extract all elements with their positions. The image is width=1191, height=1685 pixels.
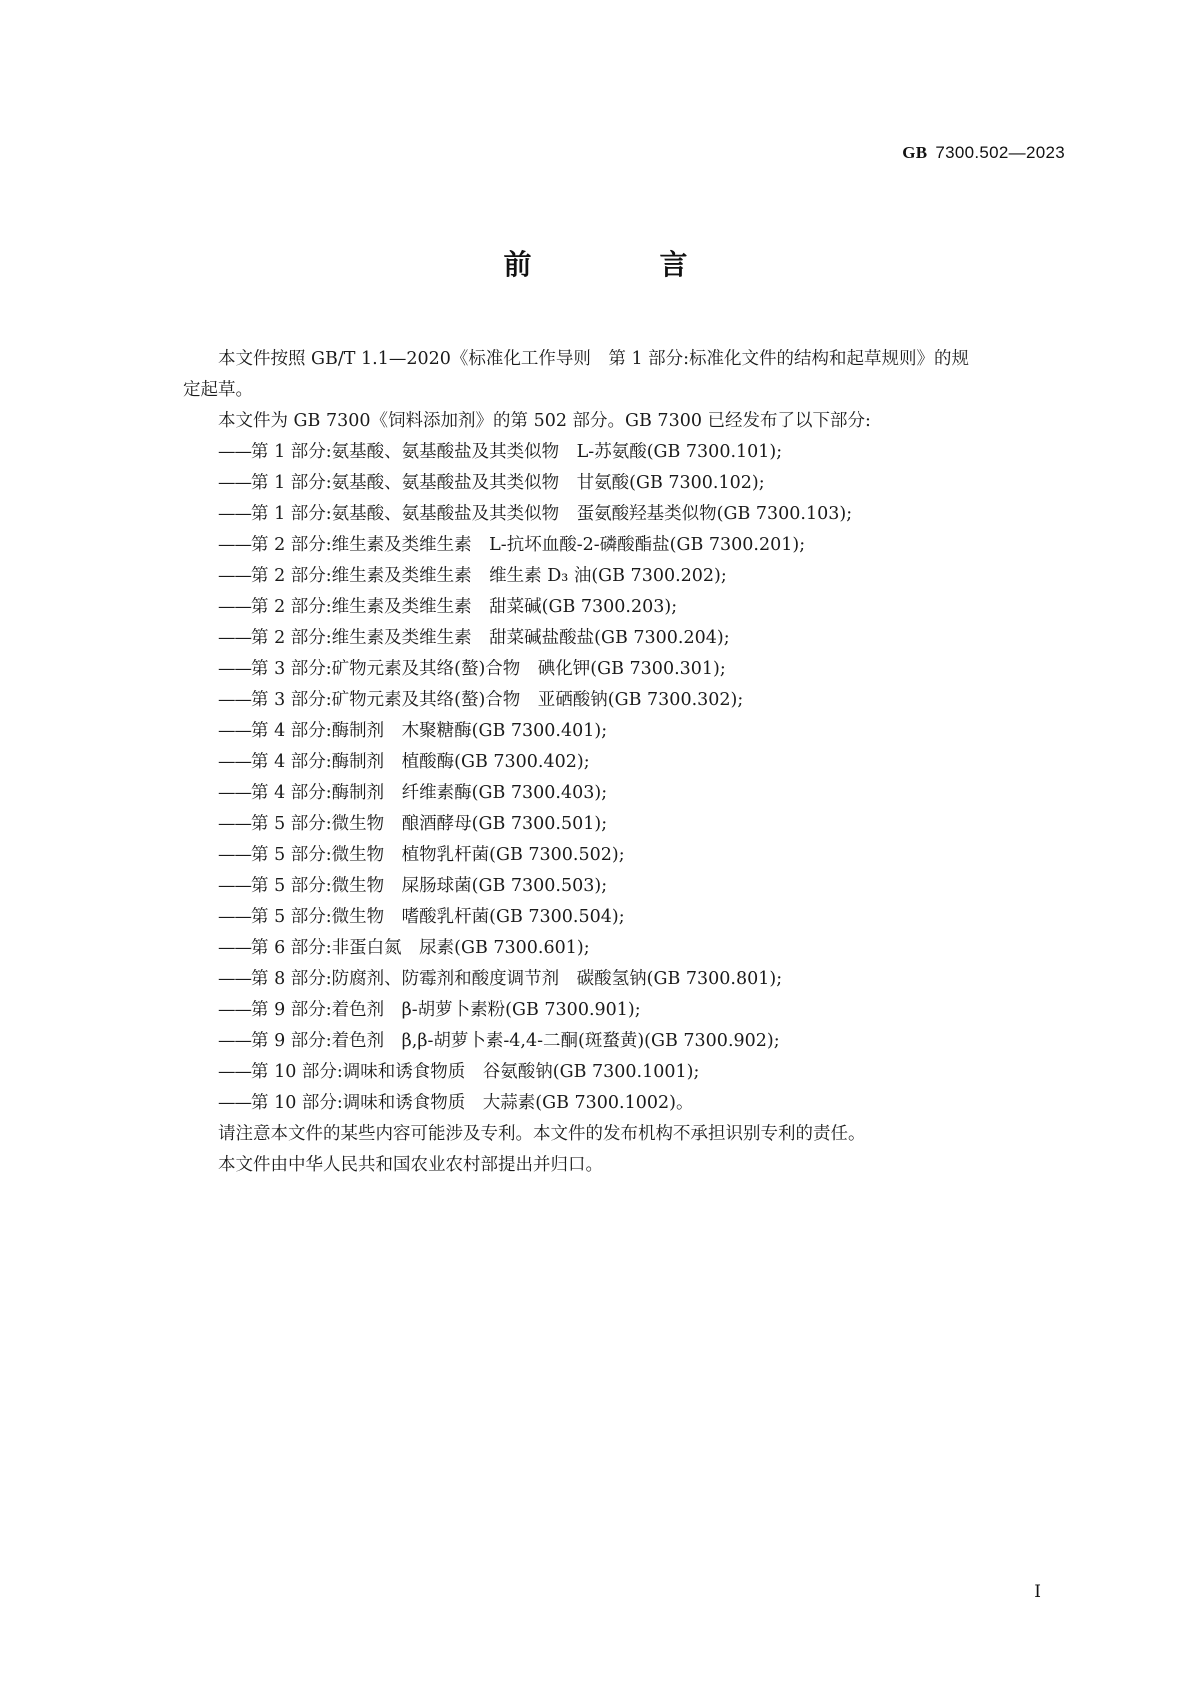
list-item-text: 第 10 部分:调味和诱食物质 谷氨酸钠(GB 7300.1001); [251, 1062, 700, 1082]
list-item-text: 第 5 部分:微生物 植物乳杆菌(GB 7300.502); [251, 845, 625, 865]
list-dash: —— [218, 597, 251, 617]
list-dash: —— [218, 845, 251, 865]
list-item-text: 第 6 部分:非蛋白氮 尿素(GB 7300.601); [251, 938, 590, 958]
list-item [183, 809, 1063, 840]
list-item-text: 第 9 部分:着色剂 β,β-胡萝卜素-4,4-二酮(斑蝥黄)(GB 7300.902); [251, 1031, 780, 1051]
list-item-text: 第 3 部分:矿物元素及其络(螯)合物 碘化钾(GB 7300.301); [251, 659, 726, 679]
list-item-text: 第 1 部分:氨基酸、氨基酸盐及其类似物 甘氨酸(GB 7300.102); [251, 473, 765, 493]
list-dash: —— [218, 721, 251, 741]
list-item-text: 第 4 部分:酶制剂 植酸酶(GB 7300.402); [251, 752, 590, 772]
list-item-text: 第 1 部分:氨基酸、氨基酸盐及其类似物 蛋氨酸羟基类似物(GB 7300.103); [251, 504, 853, 524]
list-dash: —— [218, 1062, 251, 1082]
list-item [183, 964, 1063, 995]
list-dash: —— [218, 473, 251, 493]
list-item [183, 468, 1063, 499]
list-item-text: 第 2 部分:维生素及类维生素 甜菜碱盐酸盐(GB 7300.204); [251, 628, 730, 648]
list-item-text: 第 5 部分:微生物 嗜酸乳杆菌(GB 7300.504); [251, 907, 625, 927]
list-item [183, 561, 1063, 592]
list-item-text: 第 4 部分:酶制剂 木聚糖酶(GB 7300.401); [251, 721, 608, 741]
list-item [183, 747, 1063, 778]
list-item [183, 1088, 1063, 1119]
list-item [183, 933, 1063, 964]
list-dash: —— [218, 907, 251, 927]
list-item-text: 第 5 部分:微生物 屎肠球菌(GB 7300.503); [251, 876, 608, 896]
list-item [183, 654, 1063, 685]
list-item [183, 902, 1063, 933]
list-item [183, 778, 1063, 809]
list-dash: —— [218, 659, 251, 679]
list-dash: —— [218, 783, 251, 803]
page-title: 前 言 [503, 248, 738, 281]
patent-notice: 请注意本文件的某些内容可能涉及专利。本文件的发布机构不承担识别专利的责任。 [218, 1124, 866, 1144]
list-item-text: 第 2 部分:维生素及类维生素 维生素 D₃ 油(GB 7300.202); [251, 566, 727, 586]
list-item-text: 第 4 部分:酶制剂 纤维素酶(GB 7300.403); [251, 783, 608, 803]
list-item-text: 第 2 部分:维生素及类维生素 L-抗坏血酸-2-磷酸酯盐(GB 7300.201); [251, 535, 806, 555]
list-item-text: 第 8 部分:防腐剂、防霉剂和酸度调节剂 碳酸氢钠(GB 7300.801); [251, 969, 783, 989]
list-dash: —— [218, 690, 251, 710]
list-dash: —— [218, 814, 251, 834]
list-item [183, 1057, 1063, 1088]
list-item [183, 685, 1063, 716]
list-item [183, 530, 1063, 561]
list-dash: —— [218, 1031, 251, 1051]
list-dash: —— [218, 535, 251, 555]
list-item [183, 623, 1063, 654]
list-item [183, 499, 1063, 530]
list-item [183, 1026, 1063, 1057]
page-number: I [1034, 1582, 1041, 1602]
list-item-text: 第 9 部分:着色剂 β-胡萝卜素粉(GB 7300.901); [251, 1000, 641, 1020]
intro-paragraph-line2: 定起草。 [183, 380, 253, 400]
list-item [183, 995, 1063, 1026]
standard-code: 7300.502—2023 [935, 143, 1065, 162]
list-item-text: 第 2 部分:维生素及类维生素 甜菜碱(GB 7300.203); [251, 597, 678, 617]
list-item-text: 第 1 部分:氨基酸、氨基酸盐及其类似物 L-苏氨酸(GB 7300.101); [251, 442, 783, 462]
list-dash: —— [218, 1093, 251, 1113]
list-item-text: 第 3 部分:矿物元素及其络(螯)合物 亚硒酸钠(GB 7300.302); [251, 690, 744, 710]
list-dash: —— [218, 969, 251, 989]
standard-prefix: GB [902, 143, 928, 162]
list-dash: —— [218, 442, 251, 462]
list-dash: —— [218, 1000, 251, 1020]
list-dash: —— [218, 876, 251, 896]
list-item [183, 716, 1063, 747]
list-item [183, 437, 1063, 468]
list-dash: —— [218, 504, 251, 524]
intro-paragraph-line1: 本文件按照 GB/T 1.1—2020《标准化工作导则 第 1 部分:标准化文件的结构和起草规则》的规 [218, 349, 970, 369]
intro-paragraph-parts: 本文件为 GB 7300《饲料添加剂》的第 502 部分。GB 7300 已经发布了以下部分: [218, 411, 871, 431]
standard-number [902, 143, 1065, 163]
proposer-statement: 本文件由中华人民共和国农业农村部提出并归口。 [218, 1155, 603, 1175]
list-dash: —— [218, 628, 251, 648]
list-item-text: 第 10 部分:调味和诱食物质 大蒜素(GB 7300.1002)。 [251, 1093, 694, 1113]
list-item-text: 第 5 部分:微生物 酿酒酵母(GB 7300.501); [251, 814, 608, 834]
list-dash: —— [218, 566, 251, 586]
list-item [183, 592, 1063, 623]
list-dash: —— [218, 752, 251, 772]
list-dash: —— [218, 938, 251, 958]
list-item [183, 840, 1063, 871]
list-item [183, 871, 1063, 902]
foreword-body [183, 344, 1063, 1181]
published-parts-list [183, 437, 1063, 1119]
